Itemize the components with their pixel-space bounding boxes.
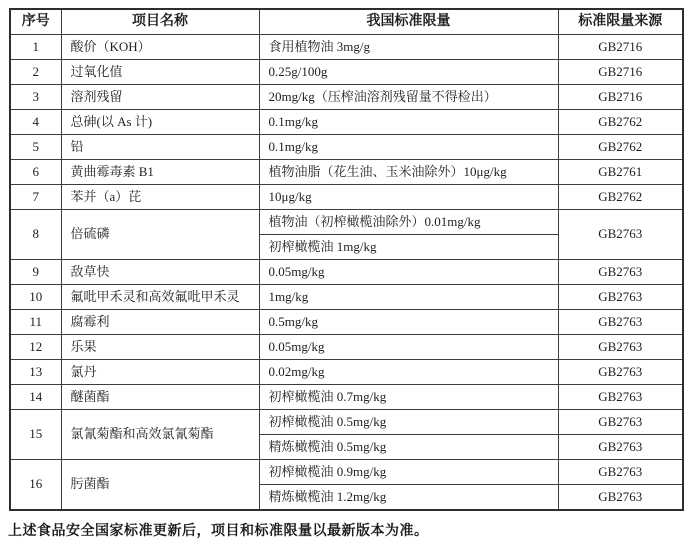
- item-name-cell: 氯氰菊酯和高效氯氰菊酯: [61, 410, 259, 460]
- table-row: [10, 385, 683, 410]
- row-number-cell: 9: [10, 260, 61, 285]
- row-number-cell: 5: [10, 135, 61, 160]
- table-row: [10, 360, 683, 385]
- source-cell: GB2763: [558, 285, 683, 310]
- item-name-cell: 氟吡甲禾灵和高效氟吡甲禾灵: [61, 285, 259, 310]
- source-cell: GB2763: [558, 360, 683, 385]
- item-name-cell: 乐果: [61, 335, 259, 360]
- item-name-cell: 倍硫磷: [61, 210, 259, 260]
- row-number-cell: 15: [10, 410, 61, 460]
- item-name-cell: 黄曲霉毒素 B1: [61, 160, 259, 185]
- source-cell: GB2763: [558, 210, 683, 260]
- table-row: [10, 210, 683, 235]
- limit-cell: 初榨橄榄油 0.7mg/kg: [259, 385, 558, 410]
- row-number-cell: 16: [10, 460, 61, 511]
- limit-cell: 0.1mg/kg: [259, 110, 558, 135]
- limit-cell: 初榨橄榄油 0.9mg/kg: [259, 460, 558, 485]
- source-cell: GB2762: [558, 110, 683, 135]
- limit-cell: 0.02mg/kg: [259, 360, 558, 385]
- standard-limits-table: [9, 8, 684, 511]
- item-name-cell: 总砷(以 As 计): [61, 110, 259, 135]
- row-number-cell: 12: [10, 335, 61, 360]
- item-name-cell: 肟菌酯: [61, 460, 259, 511]
- source-cell: GB2763: [558, 335, 683, 360]
- header-cell-source: 标准限量来源: [558, 9, 683, 35]
- limit-cell: 1mg/kg: [259, 285, 558, 310]
- table-row: [10, 60, 683, 85]
- table-row: [10, 185, 683, 210]
- limit-cell: 精炼橄榄油 0.5mg/kg: [259, 435, 558, 460]
- header-cell-no: 序号: [10, 9, 61, 35]
- limit-cell: 植物油（初榨橄榄油除外）0.01mg/kg: [259, 210, 558, 235]
- row-number-cell: 14: [10, 385, 61, 410]
- limit-cell: 0.1mg/kg: [259, 135, 558, 160]
- table-header-row: [10, 9, 683, 35]
- item-name-cell: 过氧化值: [61, 60, 259, 85]
- limit-cell: 初榨橄榄油 1mg/kg: [259, 235, 558, 260]
- source-cell: GB2763: [558, 310, 683, 335]
- header-cell-limit: 我国标准限量: [259, 9, 558, 35]
- limit-cell: 0.05mg/kg: [259, 260, 558, 285]
- table-row: [10, 410, 683, 435]
- table-row: [10, 35, 683, 60]
- row-number-cell: 8: [10, 210, 61, 260]
- table-row: [10, 160, 683, 185]
- source-cell: GB2762: [558, 185, 683, 210]
- table-row: [10, 135, 683, 160]
- table-row: [10, 335, 683, 360]
- row-number-cell: 11: [10, 310, 61, 335]
- limit-cell: 植物油脂（花生油、玉米油除外）10μg/kg: [259, 160, 558, 185]
- source-cell: GB2716: [558, 35, 683, 60]
- limit-cell: 0.25g/100g: [259, 60, 558, 85]
- row-number-cell: 6: [10, 160, 61, 185]
- source-cell: GB2763: [558, 385, 683, 410]
- item-name-cell: 铅: [61, 135, 259, 160]
- source-cell: GB2762: [558, 135, 683, 160]
- table-row: [10, 110, 683, 135]
- source-cell: GB2763: [558, 260, 683, 285]
- source-cell: GB2761: [558, 160, 683, 185]
- item-name-cell: 腐霉利: [61, 310, 259, 335]
- limit-cell: 精炼橄榄油 1.2mg/kg: [259, 485, 558, 511]
- limit-cell: 10μg/kg: [259, 185, 558, 210]
- limit-cell: 20mg/kg（压榨油溶剂残留量不得检出）: [259, 85, 558, 110]
- source-cell: GB2716: [558, 85, 683, 110]
- table-row: [10, 310, 683, 335]
- table-row: [10, 260, 683, 285]
- item-name-cell: 苯并（a）芘: [61, 185, 259, 210]
- source-cell: GB2716: [558, 60, 683, 85]
- item-name-cell: 敌草快: [61, 260, 259, 285]
- row-number-cell: 3: [10, 85, 61, 110]
- source-cell: GB2763: [558, 485, 683, 511]
- item-name-cell: 醚菌酯: [61, 385, 259, 410]
- row-number-cell: 4: [10, 110, 61, 135]
- row-number-cell: 7: [10, 185, 61, 210]
- limit-cell: 食用植物油 3mg/g: [259, 35, 558, 60]
- footer-note: 上述食品安全国家标准更新后，项目和标准限量以最新版本为准。: [8, 524, 429, 539]
- item-name-cell: 酸价（KOH）: [61, 35, 259, 60]
- row-number-cell: 10: [10, 285, 61, 310]
- table-row: [10, 460, 683, 485]
- table-row: [10, 285, 683, 310]
- row-number-cell: 13: [10, 360, 61, 385]
- source-cell: GB2763: [558, 435, 683, 460]
- header-cell-name: 项目名称: [61, 9, 259, 35]
- limit-cell: 0.5mg/kg: [259, 310, 558, 335]
- limit-cell: 0.05mg/kg: [259, 335, 558, 360]
- item-name-cell: 溶剂残留: [61, 85, 259, 110]
- row-number-cell: 1: [10, 35, 61, 60]
- limit-cell: 初榨橄榄油 0.5mg/kg: [259, 410, 558, 435]
- item-name-cell: 氯丹: [61, 360, 259, 385]
- table-row: [10, 85, 683, 110]
- row-number-cell: 2: [10, 60, 61, 85]
- source-cell: GB2763: [558, 460, 683, 485]
- source-cell: GB2763: [558, 410, 683, 435]
